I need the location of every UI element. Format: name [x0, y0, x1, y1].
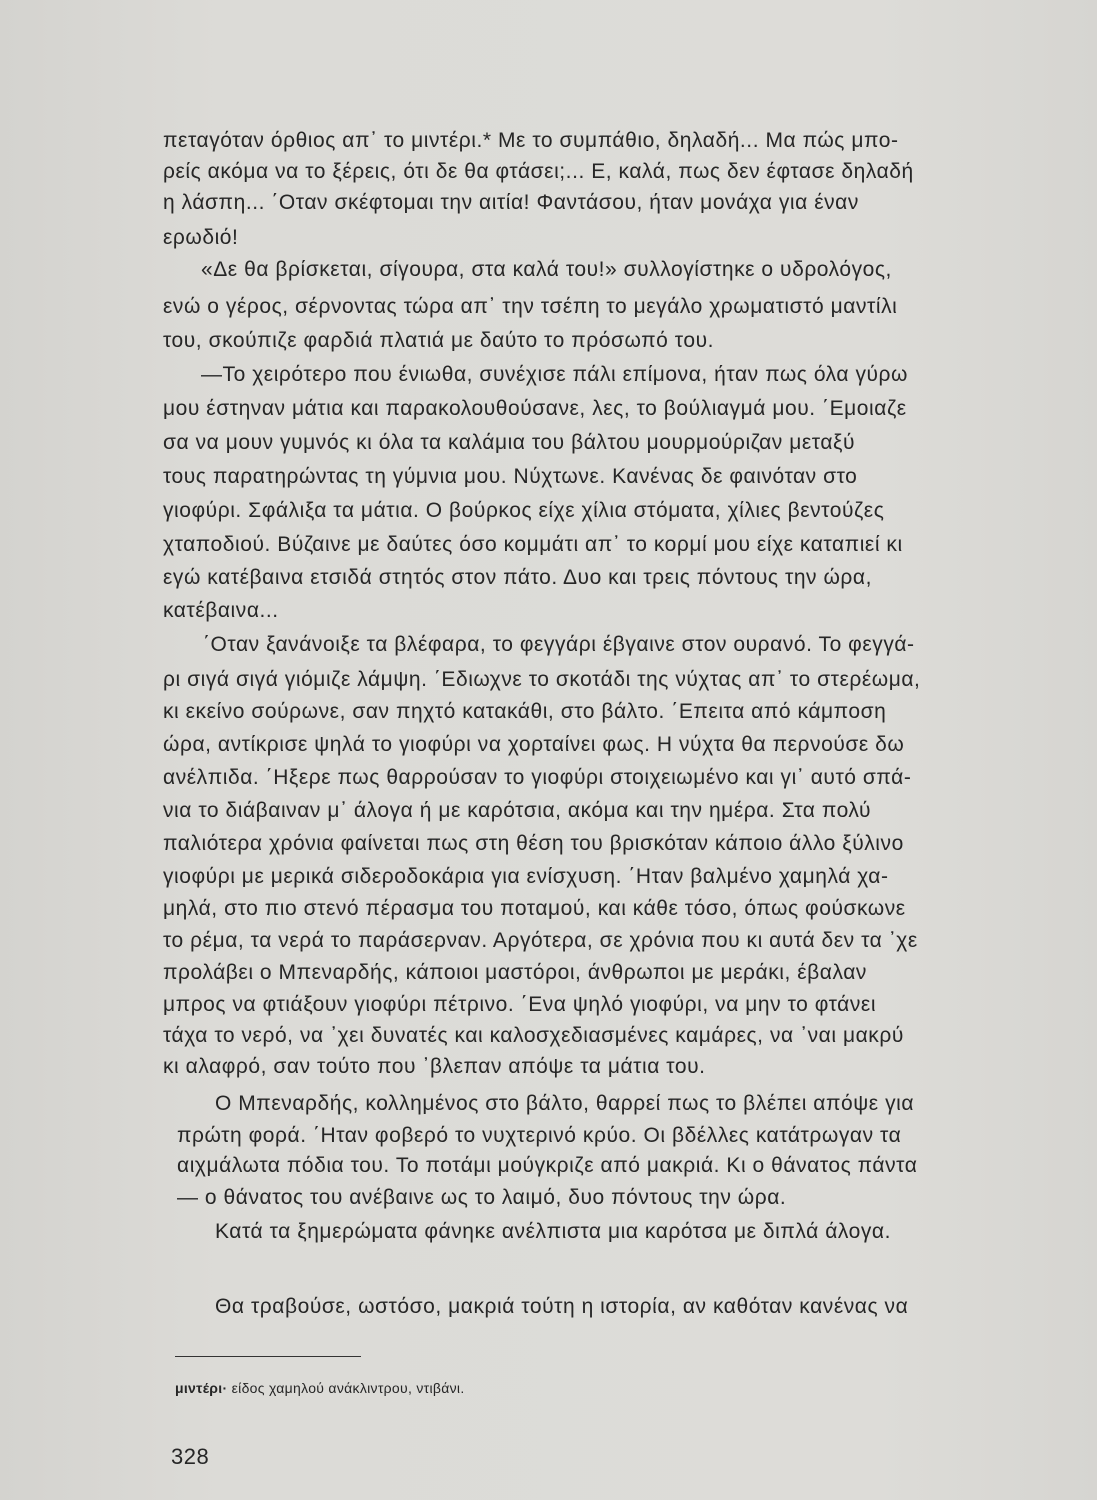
text-line: ερωδιό!	[163, 226, 239, 249]
page-number: 328	[171, 1444, 210, 1469]
text-line: του, σκούπιζε φαρδιά πλατιά με δαύτο το πρόσωπό του.	[163, 329, 714, 352]
text-line: Θα τραβούσε, ωστόσο, μακριά τούτη η ιστορία, αν καθόταν κανένας να	[215, 1295, 909, 1318]
text-line: μηλά, στο πιο στενό πέρασμα του ποταμού, και κάθε τόσο, όπως φούσκωνε	[163, 897, 906, 920]
text-line: το ρέμα, τα νερά το παράσερναν. Αργότερα, σε χρόνια που κι αυτά δεν τα ᾽χε	[163, 929, 918, 952]
text-line: νια το διάβαιναν μ᾽ άλογα ή με καρότσια, ακόμα και την ημέρα. Στα πολύ	[163, 799, 871, 822]
text-line: Ο Μπεναρδής, κολλημένος στο βάλτο, θαρρεί πως το βλέπει απόψε για	[215, 1092, 915, 1115]
text-line: η λάσπη... ΄Οταν σκέφτομαι την αιτία! Φαντάσου, ήταν μονάχα για έναν	[163, 191, 859, 214]
text-line: πεταγόταν όρθιος απ᾽ το μιντέρι.* Με το συμπάθιο, δηλαδή... Μα πώς μπο-	[163, 129, 899, 152]
text-line: εγώ κατέβαινα ετσιδά στητός στον πάτο. Δυο και τρεις πόντους την ώρα,	[163, 566, 872, 589]
text-line: παλιότερα χρόνια φαίνεται πως στη θέση του βρισκόταν κάποιο άλλο ξύλινο	[163, 832, 904, 855]
text-line: πρώτη φορά. ΄Ηταν φοβερό το νυχτερινό κρύο. Οι βδέλλες κατάτρωγαν τα	[177, 1124, 902, 1147]
text-line: γιοφύρι. Σφάλιξα τα μάτια. Ο βούρκος είχε χίλια στόματα, χίλιες βεντούζες	[163, 499, 885, 522]
text-line: ρι σιγά σιγά γιόμιζε λάμψη. ΄Εδιωχνε το σκοτάδι της νύχτας απ᾽ το στερέωμα,	[163, 668, 921, 691]
text-line: τους παρατηρώντας τη γύμνια μου. Νύχτωνε. Κανένας δε φαινόταν στο	[163, 465, 858, 488]
text-line: ρείς ακόμα να το ξέρεις, ότι δε θα φτάσει;... Ε, καλά, πως δεν έφτασε δηλαδή	[163, 160, 914, 183]
text-line: προλάβει ο Μπεναρδής, κάποιοι μαστόροι, άνθρωποι με μεράκι, έβαλαν	[163, 961, 867, 984]
text-line: γιοφύρι με μερικά σιδεροδοκάρια για ενίσχυση. ΄Ηταν βαλμένο χαμηλά χα-	[163, 865, 889, 888]
footnote-text: είδος χαμηλού ανάκλιντρου, ντιβάνι.	[231, 1380, 465, 1396]
text-line: κατέβαινα...	[163, 599, 279, 622]
footnote-term: μιντέρι·	[175, 1380, 228, 1396]
text-line: κι εκείνο σούρωνε, σαν πηχτό κατακάθι, στο βάλτο. ΄Επειτα από κάμποση	[163, 700, 887, 723]
text-line: «Δε θα βρίσκεται, σίγουρα, στα καλά του!» συλλογίστηκε ο υδρολόγος,	[201, 258, 892, 281]
text-line: ώρα, αντίκρισε ψηλά το γιοφύρι να χορταίνει φως. Η νύχτα θα περνούσε δω	[163, 733, 905, 756]
text-line: αιχμάλωτα πόδια του. Το ποτάμι μούγκριζε από μακριά. Κι ο θάνατος πάντα	[177, 1154, 918, 1177]
text-line: ΄Οταν ξανάνοιξε τα βλέφαρα, το φεγγάρι έβγαινε στον ουρανό. Το φεγγά-	[203, 633, 915, 656]
text-line: ενώ ο γέρος, σέρνοντας τώρα απ᾽ την τσέπη το μεγάλο χρωματιστό μαντίλι	[163, 295, 898, 318]
text-line: σα να μουν γυμνός κι όλα τα καλάμια του βάλτου μουρμούριζαν μεταξύ	[163, 431, 855, 454]
footnote	[175, 1378, 465, 1398]
text-line: χταποδιού. Βύζαινε με δαύτες όσο κομμάτι απ᾽ το κορμί μου είχε καταπιεί κι	[163, 533, 903, 556]
text-line: τάχα το νερό, να ᾽χει δυνατές και καλοσχεδιασμένες καμάρες, να ᾽ναι μακρύ	[163, 1024, 904, 1047]
text-line: Κατά τα ξημερώματα φάνηκε ανέλπιστα μια καρότσα με διπλά άλογα.	[215, 1220, 891, 1243]
text-line: κι αλαφρό, σαν τούτο που ᾽βλεπαν απόψε τα μάτια του.	[163, 1055, 706, 1078]
text-line: μπρος να φτιάξουν γιοφύρι πέτρινο. ΄Ενα ψηλό γιοφύρι, να μην το φτάνει	[163, 993, 877, 1016]
text-line: —Το χειρότερο που ένιωθα, συνέχισε πάλι επίμονα, ήταν πως όλα γύρω	[201, 363, 908, 386]
text-line: — ο θάνατος του ανέβαινε ως το λαιμό, δυο πόντους την ώρα.	[177, 1186, 787, 1209]
text-line: μου έστηναν μάτια και παρακολουθούσανε, λες, το βούλιαγμά μου. ΄Εμοιαζε	[163, 397, 907, 420]
text-line: ανέλπιδα. ΄Ηξερε πως θαρρούσαν το γιοφύρι στοιχειωμένο και γι᾽ αυτό σπά-	[163, 766, 912, 789]
footnote-separator	[175, 1356, 361, 1357]
